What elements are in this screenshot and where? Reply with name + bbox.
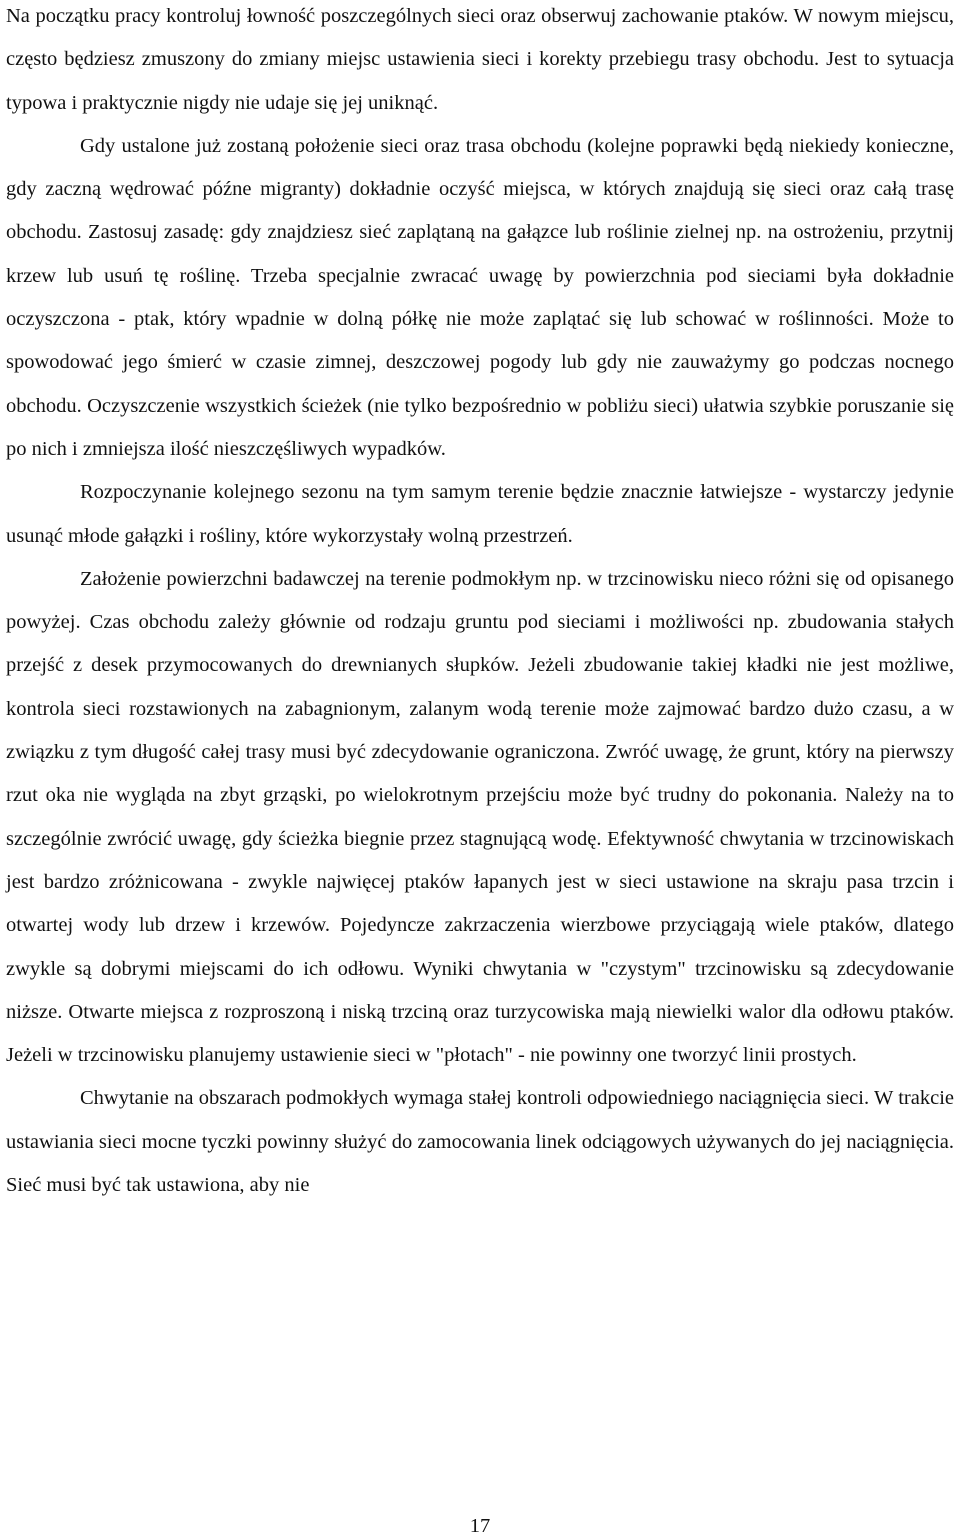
page-number: 17 [469,1515,491,1537]
body-text [6,0,954,1207]
paragraph-net-clearing: Gdy ustalone już zostaną położenie sieci oraz trasa obchodu (kolejne poprawki będą niekiedy konieczne, gdy zaczną wędrować późne migranty) dokładnie oczyść miejsca, w których znajdują się sieci oraz całą trasę obchodu. Zastosuj zasadę: gdy znajdziesz sieć zaplątaną na gałązce lub roślinie zielnej np. na ostrożeniu, przytnij krzew lub usuń tę roślinę. Trzeba specjalnie zwracać uwagę by powierzchnia pod sieciami była dokładnie oczyszczona - ptak, który wpadnie w dolną półkę nie może zaplątać się lub schować w roślinności. Może to spowodować jego śmierć w czasie zimnej, deszczowej pogody lub gdy nie zauważymy go podczas nocnego obchodu. Oczyszczenie wszystkich ścieżek (nie tylko bezpośrednio w pobliżu sieci) ułatwia szybkie poruszanie się po nich i zmniejsza ilość nieszczęśliwych wypadków. [6,134,954,460]
paragraph-wetland-site: Założenie powierzchni badawczej na terenie podmokłym np. w trzcinowisku nieco różni się od opisanego powyżej. Czas obchodu zależy głównie od rodzaju gruntu pod sieciami i możliwości np. zbudowania stałych przejść z desek przymocowanych do drewnianych słupków. Jeżeli zbudowanie takiej kładki nie jest możliwe, kontrola sieci rozstawionych na zabagnionym, zalanym wodą terenie może zajmować bardzo dużo czasu, a w związku z tym długość całej trasy musi być zdecydowanie ograniczona. Zwróć uwagę, że grunt, który na pierwszy rzut oka nie wygląda na zbyt grząski, po wielokrotnym przejściu może być trudny do pokonania. Należy na to szczególnie zwrócić uwagę, gdy ścieżka biegnie przez stagnującą wodę. Efektywność chwytania w trzcinowiskach jest bardzo zróżnicowana - zwykle najwięcej ptaków łapanych jest w sieci ustawione na skraju pasa trzcin i otwartej wody lub drzew i krzewów. Pojedyncze zakrzaczenia wierzbowe przyciągają wiele ptaków, dlatego zwykle są dobrymi miejscami do ich odłowu. Wyniki chwytania w "czystym" trzcinowisku są zdecydowanie niższe. Otwarte miejsca z rozproszoną i niską trzciną oraz turzycowiska mają niewielki walor dla odłowu ptaków. Jeżeli w trzcinowisku planujemy ustawienie sieci w "płotach" - nie powinny one tworzyć linii prostych. [6,567,954,1067]
paragraph-next-season: Rozpoczynanie kolejnego sezonu na tym samym terenie będzie znacznie łatwiejsze - wystarczy jedynie usunąć młode gałązki i rośliny, które wykorzystały wolną przestrzeń. [6,481,954,547]
paragraph-continuation: Na początku pracy kontroluj łowność poszczególnych sieci oraz obserwuj zachowanie ptaków. W nowym miejscu, często będziesz zmuszony do zmiany miejsc ustawienia sieci i korekty przebiegu trasy obchodu. Jest to sytuacja typowa i praktycznie nigdy nie udaje się jej uniknąć. [6,5,954,114]
paragraph-wetland-tension: Chwytanie na obszarach podmokłych wymaga stałej kontroli odpowiedniego naciągnięcia sieci. W trakcie ustawiania sieci mocne tyczki powinny służyć do zamocowania linek odciągowych używanych do jej naciągnięcia. Sieć musi być tak ustawiona, aby nie [6,1087,954,1197]
